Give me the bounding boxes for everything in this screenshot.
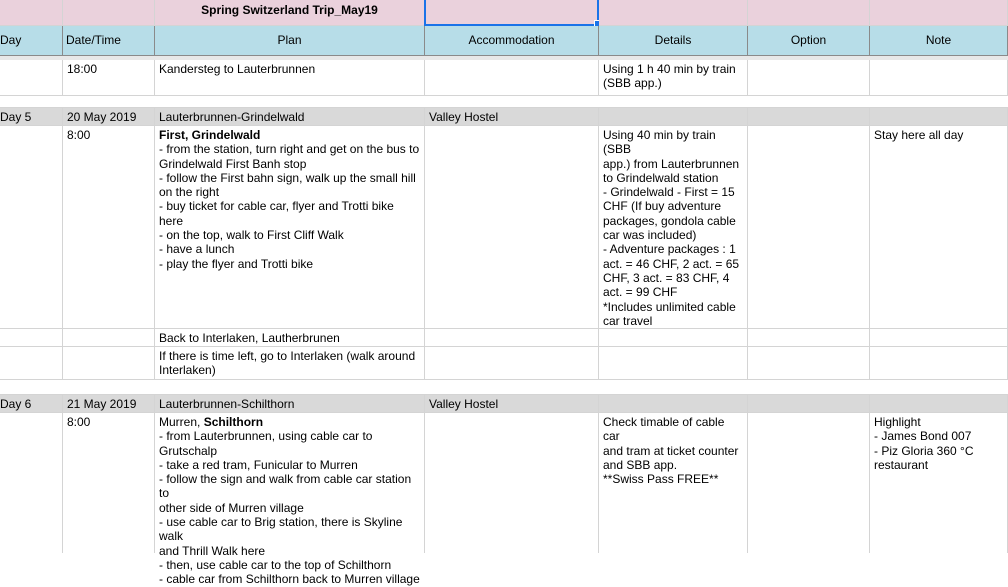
cell-note[interactable]: Stay here all day <box>870 126 1008 329</box>
cell-day[interactable]: Day 6 <box>0 395 63 413</box>
cell-note[interactable] <box>870 60 1008 96</box>
cell-time[interactable] <box>63 347 155 380</box>
cell-option[interactable] <box>748 108 870 126</box>
cell-note[interactable] <box>870 347 1008 380</box>
cell-accommodation[interactable] <box>425 60 599 96</box>
cell-time[interactable]: 18:00 <box>63 60 155 96</box>
cell-plan[interactable] <box>155 126 425 329</box>
cell-details[interactable] <box>599 108 748 126</box>
cell-option[interactable] <box>748 329 870 347</box>
cell-plan[interactable]: If there is time left, go to Interlaken (walk around Interlaken) <box>155 347 425 380</box>
cell-accommodation[interactable]: Valley Hostel <box>425 395 599 413</box>
selected-cell[interactable] <box>424 0 599 26</box>
plan-heading: Schilthorn <box>203 415 264 429</box>
cell-details[interactable] <box>599 395 748 413</box>
header-datetime[interactable]: Date/Time <box>63 26 155 56</box>
cell-plan[interactable]: Back to Interlaken, Lautherbrunen <box>155 329 425 347</box>
cell-date[interactable]: 20 May 2019 <box>63 108 155 126</box>
cell-accommodation[interactable]: Valley Hostel <box>425 108 599 126</box>
cell-date[interactable]: 21 May 2019 <box>63 395 155 413</box>
plan-steps: - from Lauterbrunnen, using cable car to Grutschalp - take a red tram, Funicular to Murren - follow the sign and walk from cable car station to other side of Murren village - use cable car to Brig station, there is Skyline walk and Thrill Walk here - then, use cable car to the top of Schilthorn - cable car from Schilthorn back to Murren village <box>159 429 420 587</box>
cell-day[interactable] <box>0 126 63 329</box>
cell-details[interactable]: Check timable of cable car and tram at ticket counter and SBB app. **Swiss Pass FREE** <box>599 413 748 553</box>
cell-day[interactable]: Day 5 <box>0 108 63 126</box>
cell-title-a[interactable] <box>0 0 63 26</box>
cell-details[interactable] <box>599 329 748 347</box>
cell-note[interactable] <box>870 395 1008 413</box>
cell-plan[interactable] <box>155 413 425 587</box>
cell-day[interactable] <box>0 329 63 347</box>
cell-title-e[interactable] <box>599 0 748 26</box>
cell-plan[interactable]: Kandersteg to Lauterbrunnen <box>155 60 425 96</box>
header-accommodation[interactable]: Accommodation <box>425 26 599 56</box>
cell-title-b[interactable] <box>63 0 155 26</box>
header-option[interactable]: Option <box>748 26 870 56</box>
cell-option[interactable] <box>748 413 870 553</box>
header-plan[interactable]: Plan <box>155 26 425 56</box>
cell-details[interactable]: Using 1 h 40 min by train (SBB app.) <box>599 60 748 96</box>
cell-note[interactable]: Highlight - James Bond 007 - Piz Gloria 360 °C restaurant <box>870 413 1008 553</box>
cell-accommodation[interactable] <box>425 413 599 553</box>
cell-accommodation[interactable] <box>425 347 599 380</box>
cell-time[interactable]: 8:00 <box>63 126 155 329</box>
cell-title-g[interactable] <box>870 0 1008 26</box>
sheet-title[interactable]: Spring Switzerland Trip_May19 <box>155 0 425 26</box>
cell-plan[interactable]: Lauterbrunnen-Schilthorn <box>155 395 425 413</box>
plan-heading: First, Grindelwald <box>159 128 261 142</box>
cell-option[interactable] <box>748 395 870 413</box>
cell-day[interactable] <box>0 347 63 380</box>
header-details[interactable]: Details <box>599 26 748 56</box>
cell-note[interactable] <box>870 329 1008 347</box>
cell-time[interactable] <box>63 329 155 347</box>
cell-option[interactable] <box>748 60 870 96</box>
cell-day[interactable] <box>0 60 63 96</box>
empty-row[interactable] <box>0 380 1008 395</box>
cell-accommodation[interactable] <box>425 329 599 347</box>
header-day[interactable]: Day <box>0 26 63 56</box>
cell-option[interactable] <box>748 126 870 329</box>
cell-day[interactable] <box>0 413 63 553</box>
cell-plan[interactable]: Lauterbrunnen-Grindelwald <box>155 108 425 126</box>
cell-option[interactable] <box>748 347 870 380</box>
cell-accommodation[interactable] <box>425 126 599 329</box>
cell-note[interactable] <box>870 108 1008 126</box>
cell-details[interactable]: Using 40 min by train (SBB app.) from Lauterbrunnen to Grindelwald station - Grindelwald - First = 15 CHF (If buy adventure packages, gondola cable car was included) - Adventure packages : 1 act. = 46 CHF, 2 act. = 65 CHF, 3 act. = 83 CHF, 4 act. = 99 CHF *Includes unlimited cable car travel <box>599 126 748 329</box>
cell-time[interactable]: 8:00 <box>63 413 155 553</box>
plan-steps: - from the station, turn right and get on the bus to Grindelwald First Banh stop - follow the First bahn sign, walk up the small hill on the right - buy ticket for cable car, flyer and Trotti bike here - on the top, walk to First Cliff Walk - have a lunch - play the flyer and Trotti bike <box>159 142 420 271</box>
cell-title-f[interactable] <box>748 0 870 26</box>
header-note[interactable]: Note <box>870 26 1008 56</box>
cell-details[interactable] <box>599 347 748 380</box>
plan-prefix: Murren, <box>159 415 204 429</box>
empty-row[interactable] <box>0 96 1008 108</box>
